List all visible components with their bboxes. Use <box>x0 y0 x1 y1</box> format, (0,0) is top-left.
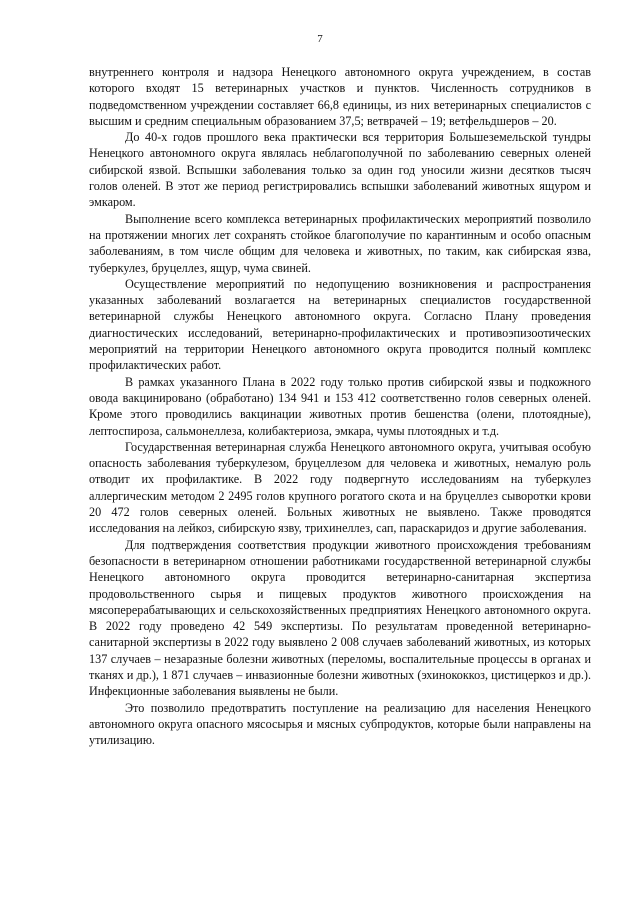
paragraph-history: До 40-х годов прошлого века практически вся территория Большеземельской тундры Ненецкого автономного округа являлась неблагополучной по заболеванию северных оленей сибирской язвой. Вспышки заболевания только за один год уносили жизни десятков тысяч голов оленей. В этот же период регистрировались вспышки заболеваний животных ящуром и эмкаром. <box>89 130 591 210</box>
page-number: 7 <box>317 33 323 45</box>
paragraph-conclusion: Это позволило предотвратить поступление на реализацию для населения Ненецкого автономного округа опасного мясосырья и мясных субпродуктов, которые были направлены на утилизацию. <box>89 700 591 748</box>
paragraph-responsibility: Осуществление мероприятий по недопущению возникновения и распространения указанных заболеваний возлагается на ветеринарных специалистов государственной ветеринарной службы Ненецкого автономного округа. Согласно Плану проведения диагностических исследований, ветеринарно-профилактических и противоэпизоотических мероприятий на территории Ненецкого автономного округа проводится полный комплекс профилактических работ. <box>89 276 591 373</box>
paragraph-expertise: Для подтверждения соответствия продукции животного происхождения требованиям безопасности в ветеринарном отношении работниками государственной ветеринарной службы Ненецкого автономного округа проводится ветеринарно-санитарная экспертиза продовольственного сырья и пищевых продуктов животного происхождения на мясоперерабатывающих и сельскохозяйственных предприятиях Ненецкого автономного округа. В 2022 году проведено 42 549 экспертизы. По результатам проведенной ветеринарно-санитарной экспертизы в 2022 году выявлено 2 008 случаев заболеваний животных, из которых 137 случаев – незаразные болезни животных (переломы, воспалительные процессы в органах и тканях и др.), 1 871 случаев – инвазионные болезни животных (эхинококкоз, цистицеркоз и др.). Инфекционные заболевания выявлены не были. <box>89 537 591 699</box>
paragraph-continuation: внутреннего контроля и надзора Ненецкого автономного округа учреждением, в состав которого входят 15 ветеринарных участков и пунктов. Численность сотрудников в подведомственном учреждении составляет 66,8 единицы, из них ветеринарных специалистов с высшим и средним специальным образованием 37,5; ветврачей – 19; ветфельдшеров – 20. <box>89 65 591 128</box>
document-body <box>89 64 591 748</box>
paragraph-prevention: Выполнение всего комплекса ветеринарных профилактических мероприятий позволило на протяжении многих лет сохранять стойкое благополучие по карантинным и особо опасным заболеваниям, в том числе общим для человека и животных, по таким, как сибирская язва, туберкулез, бруцеллез, ящур, чума свиней. <box>89 211 591 275</box>
paragraph-vaccination: В рамках указанного Плана в 2022 году только против сибирской язвы и подкожного овода вакцинировано (обработано) 134 941 и 153 412 соответственно голов северных оленей. Кроме этого проводились вакцинации животных против бешенства (олени, плотоядные), лептоспироза, сальмонеллеза, колибактериоза, эмкара, чумы плотоядных и т.д. <box>89 374 591 438</box>
paragraph-tuberculosis: Государственная ветеринарная служба Ненецкого автономного округа, учитывая особую опасность заболевания туберкулезом, бруцеллезом для человека и животных, немалую роль отводит их профилактике. В 2022 году подвергнуто исследованиям на туберкулез аллергическим методом 2 2495 голов крупного рогатого скота и на бруцеллез сыворотки крови 20 472 голов северных оленей. Больных животных не выявлено. Также проводятся исследования на лейкоз, сибирскую язву, трихинеллез, сап, параскаридоз и другие заболевания. <box>89 439 591 536</box>
